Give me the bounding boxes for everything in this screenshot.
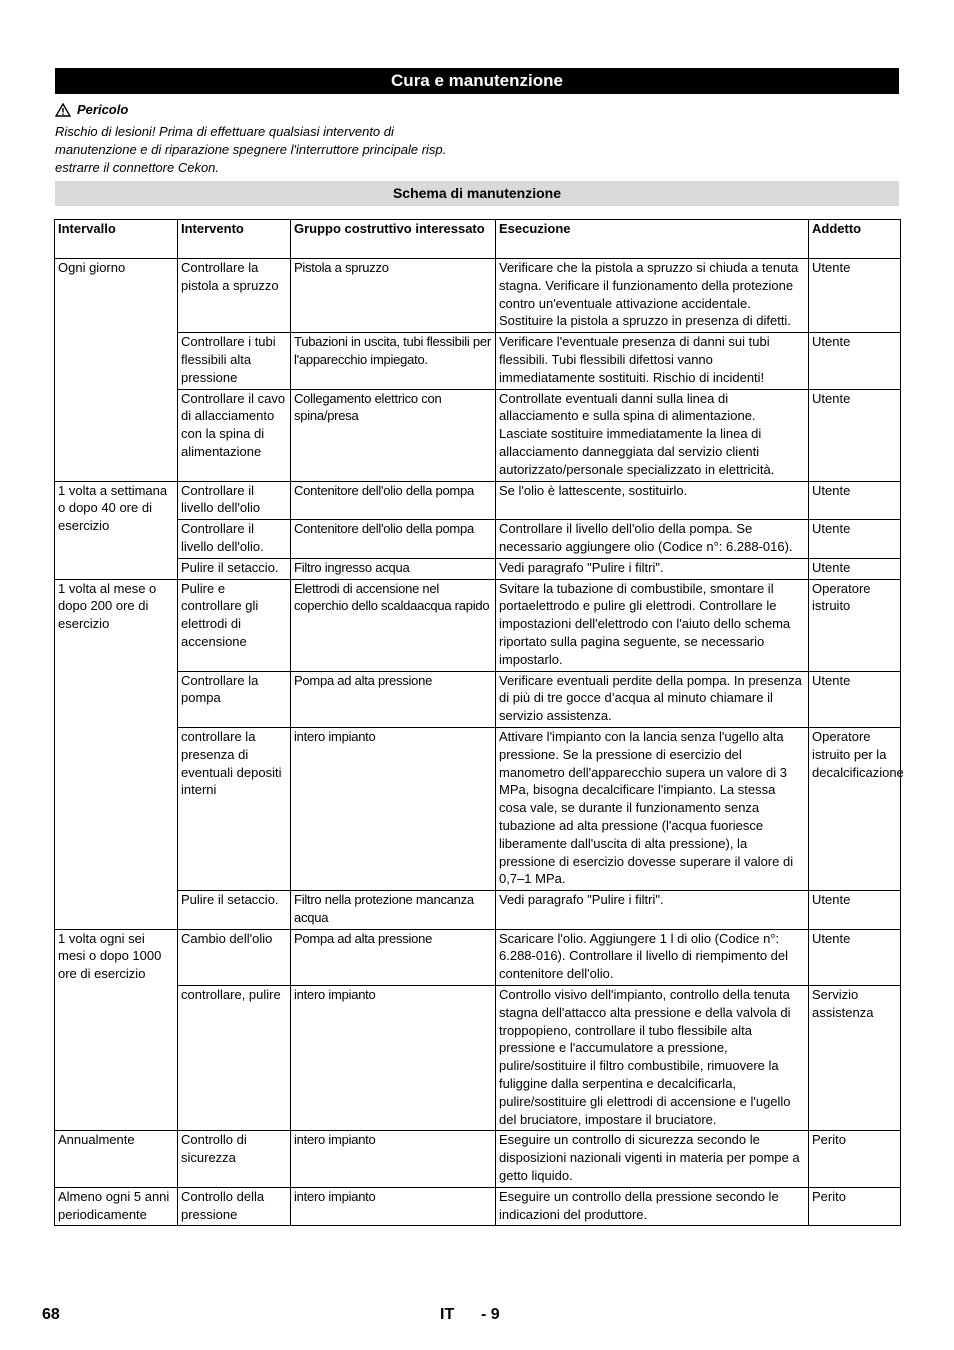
table-header-row	[55, 220, 901, 259]
cell-gruppo: intero impianto	[291, 727, 496, 890]
warning-text: Rischio di lesioni! Prima di effettuare qualsiasi intervento di manutenzione e di riparazione spegnere l'interruttore principale risp. estrarre il connettore Cekon.	[55, 124, 447, 175]
cell-intervento: Controllare il livello dell'olio.	[178, 520, 291, 559]
page-title: Cura e manutenzione	[55, 68, 899, 94]
cell-esecuzione: Eseguire un controllo della pressione secondo le indicazioni del produttore.	[496, 1187, 809, 1226]
cell-addetto: Utente	[809, 259, 901, 333]
cell-gruppo: Tubazioni in uscita, tubi flessibili per l'apparecchio impiegato.	[291, 333, 496, 389]
cell-addetto: Utente	[809, 520, 901, 559]
sub-page-number: - 9	[481, 1306, 500, 1323]
table-row	[55, 671, 901, 727]
cell-intervento: Pulire e controllare gli elettrodi di accensione	[178, 579, 291, 671]
table-row	[55, 520, 901, 559]
table-row	[55, 1187, 901, 1226]
table-row	[55, 727, 901, 890]
cell-esecuzione: Controllo visivo dell'impianto, controllo della tenuta stagna dell'attacco alta pressione e della valvola di troppopieno, controllare il tubo flessibile alta pressione e l'accumulatore a pressione, pulire/sostituire il filtro combustibile, rimuovere la fuliggine dalla serpentina e decalcificarla, pulire/sostituire gli elettrodi di accensione e l'ugello del bruciatore, impostare il bruciatore.	[496, 986, 809, 1131]
header-intervento: Intervento	[178, 220, 291, 259]
table-row	[55, 558, 901, 579]
cell-gruppo: Filtro ingresso acqua	[291, 558, 496, 579]
cell-intervallo: Ogni giorno	[55, 259, 178, 482]
cell-gruppo: intero impianto	[291, 1131, 496, 1187]
cell-esecuzione: Verificare che la pistola a spruzzo si chiuda a tenuta stagna. Verificare il funzionamento della protezione contro un'eventuale attivazione accidentale. Sostituire la pistola a spruzzo in presenza di difetti.	[496, 259, 809, 333]
cell-addetto: Utente	[809, 389, 901, 481]
maintenance-table	[54, 219, 904, 1226]
table-row	[55, 579, 901, 671]
cell-addetto: Utente	[809, 558, 901, 579]
cell-addetto: Servizio assistenza	[809, 986, 901, 1131]
cell-esecuzione: Verificare eventuali perdite della pompa. In presenza di più di tre gocce d’acqua al minuto chiamare il servizio assistenza.	[496, 671, 809, 727]
cell-gruppo: Contenitore dell'olio della pompa	[291, 520, 496, 559]
header-intervallo: Intervallo	[55, 220, 178, 259]
cell-addetto: Utente	[809, 929, 901, 985]
cell-gruppo: Pompa ad alta pressione	[291, 671, 496, 727]
page-number: 68	[42, 1306, 60, 1323]
table-row	[55, 929, 901, 985]
cell-addetto: Operatore istruito per la decalcificazione	[809, 727, 901, 890]
cell-gruppo: Collegamento elettrico con spina/presa	[291, 389, 496, 481]
warning-triangle-icon	[55, 103, 71, 117]
cell-gruppo: intero impianto	[291, 1187, 496, 1226]
cell-intervento: Controllo di sicurezza	[178, 1131, 291, 1187]
cell-esecuzione: Attivare l'impianto con la lancia senza l'ugello alta pressione. Se la pressione di esercizio del manometro dell'apparecchio supera un valore di 3 MPa, bisogna decalcificare l'impianto. La stessa cosa vale, se durante il funzionamento senza tubazione ad alta pressione (l'acqua fuoriesce liberamente dall'uscita di alta pressione), la pressione di esercizio dovesse superare il valore di 0,7–1 MPa.	[496, 727, 809, 890]
cell-addetto: Utente	[809, 481, 901, 520]
cell-intervallo: 1 volta a settimana o dopo 40 ore di esercizio	[55, 481, 178, 579]
cell-intervallo: 1 volta al mese o dopo 200 ore di esercizio	[55, 579, 178, 929]
cell-addetto: Operatore istruito	[809, 579, 901, 671]
cell-intervallo: Almeno ogni 5 anni periodicamente	[55, 1187, 178, 1226]
cell-addetto: Perito	[809, 1187, 901, 1226]
cell-intervallo: 1 volta ogni sei mesi o dopo 1000 ore di esercizio	[55, 929, 178, 1131]
cell-esecuzione: Scaricare l'olio. Aggiungere 1 l di olio (Codice n°: 6.288-016). Controllare il livello di riempimento del contenitore dell'olio.	[496, 929, 809, 985]
cell-gruppo: Pompa ad alta pressione	[291, 929, 496, 985]
cell-intervento: Controllare la pistola a spruzzo	[178, 259, 291, 333]
cell-gruppo: Contenitore dell'olio della pompa	[291, 481, 496, 520]
cell-intervento: Controllare i tubi flessibili alta pressione	[178, 333, 291, 389]
table-row	[55, 259, 901, 333]
cell-esecuzione: Controllate eventuali danni sulla linea di allacciamento e sulla spina di alimentazione. Lasciate sostituire immediatamente la linea di allacciamento danneggiata dal servizio clienti autorizzato/personale specializzato in elettricità.	[496, 389, 809, 481]
cell-esecuzione: Svitare la tubazione di combustibile, smontare il portaelettrodo e pulire gli elettrodi. Controllare le impostazioni dell'elettrodo con l'aiuto dello schema riportato sulla pagina seguente, se necessario impostarlo.	[496, 579, 809, 671]
cell-addetto: Perito	[809, 1131, 901, 1187]
section-title: Schema di manutenzione	[55, 181, 899, 206]
warning-title: Pericolo	[77, 102, 129, 117]
warning-heading	[55, 102, 128, 117]
cell-intervallo: Annualmente	[55, 1131, 178, 1187]
table-row	[55, 891, 901, 930]
cell-gruppo: Pistola a spruzzo	[291, 259, 496, 333]
table-row	[55, 1131, 901, 1187]
cell-intervento: Cambio dell'olio	[178, 929, 291, 985]
cell-addetto: Utente	[809, 671, 901, 727]
cell-intervento: Controllare il livello dell'olio	[178, 481, 291, 520]
cell-gruppo: Filtro nella protezione mancanza acqua	[291, 891, 496, 930]
cell-intervento: controllare, pulire	[178, 986, 291, 1131]
header-esecuzione: Esecuzione	[496, 220, 809, 259]
cell-intervento: controllare la presenza di eventuali depositi interni	[178, 727, 291, 890]
cell-esecuzione: Vedi paragrafo "Pulire i filtri".	[496, 891, 809, 930]
table-row	[55, 333, 901, 389]
cell-intervento: Controllo della pressione	[178, 1187, 291, 1226]
cell-intervento: Controllare la pompa	[178, 671, 291, 727]
cell-gruppo: intero impianto	[291, 986, 496, 1131]
cell-esecuzione: Controllare il livello dell'olio della pompa. Se necessario aggiungere olio (Codice n°: 6.288-016).	[496, 520, 809, 559]
cell-intervento: Controllare il cavo di allacciamento con la spina di alimentazione	[178, 389, 291, 481]
header-addetto: Addetto	[809, 220, 901, 259]
cell-esecuzione: Se l'olio è lattescente, sostituirlo.	[496, 481, 809, 520]
cell-intervento: Pulire il setaccio.	[178, 558, 291, 579]
cell-addetto: Utente	[809, 891, 901, 930]
language-code: IT	[440, 1306, 455, 1323]
table-row	[55, 389, 901, 481]
header-gruppo: Gruppo costruttivo interessato	[291, 220, 496, 259]
table-row	[55, 481, 901, 520]
table-row	[55, 986, 901, 1131]
cell-addetto: Utente	[809, 333, 901, 389]
cell-esecuzione: Eseguire un controllo di sicurezza secondo le disposizioni nazionali vigenti in materia per pompe a getto liquido.	[496, 1131, 809, 1187]
cell-esecuzione: Verificare l'eventuale presenza di danni sui tubi flessibili. Tubi flessibili difettosi vanno immediatamente sostituiti. Rischio di incidenti!	[496, 333, 809, 389]
cell-gruppo: Elettrodi di accensione nel coperchio dello scaldaacqua rapido	[291, 579, 496, 671]
cell-esecuzione: Vedi paragrafo "Pulire i filtri".	[496, 558, 809, 579]
cell-intervento: Pulire il setaccio.	[178, 891, 291, 930]
